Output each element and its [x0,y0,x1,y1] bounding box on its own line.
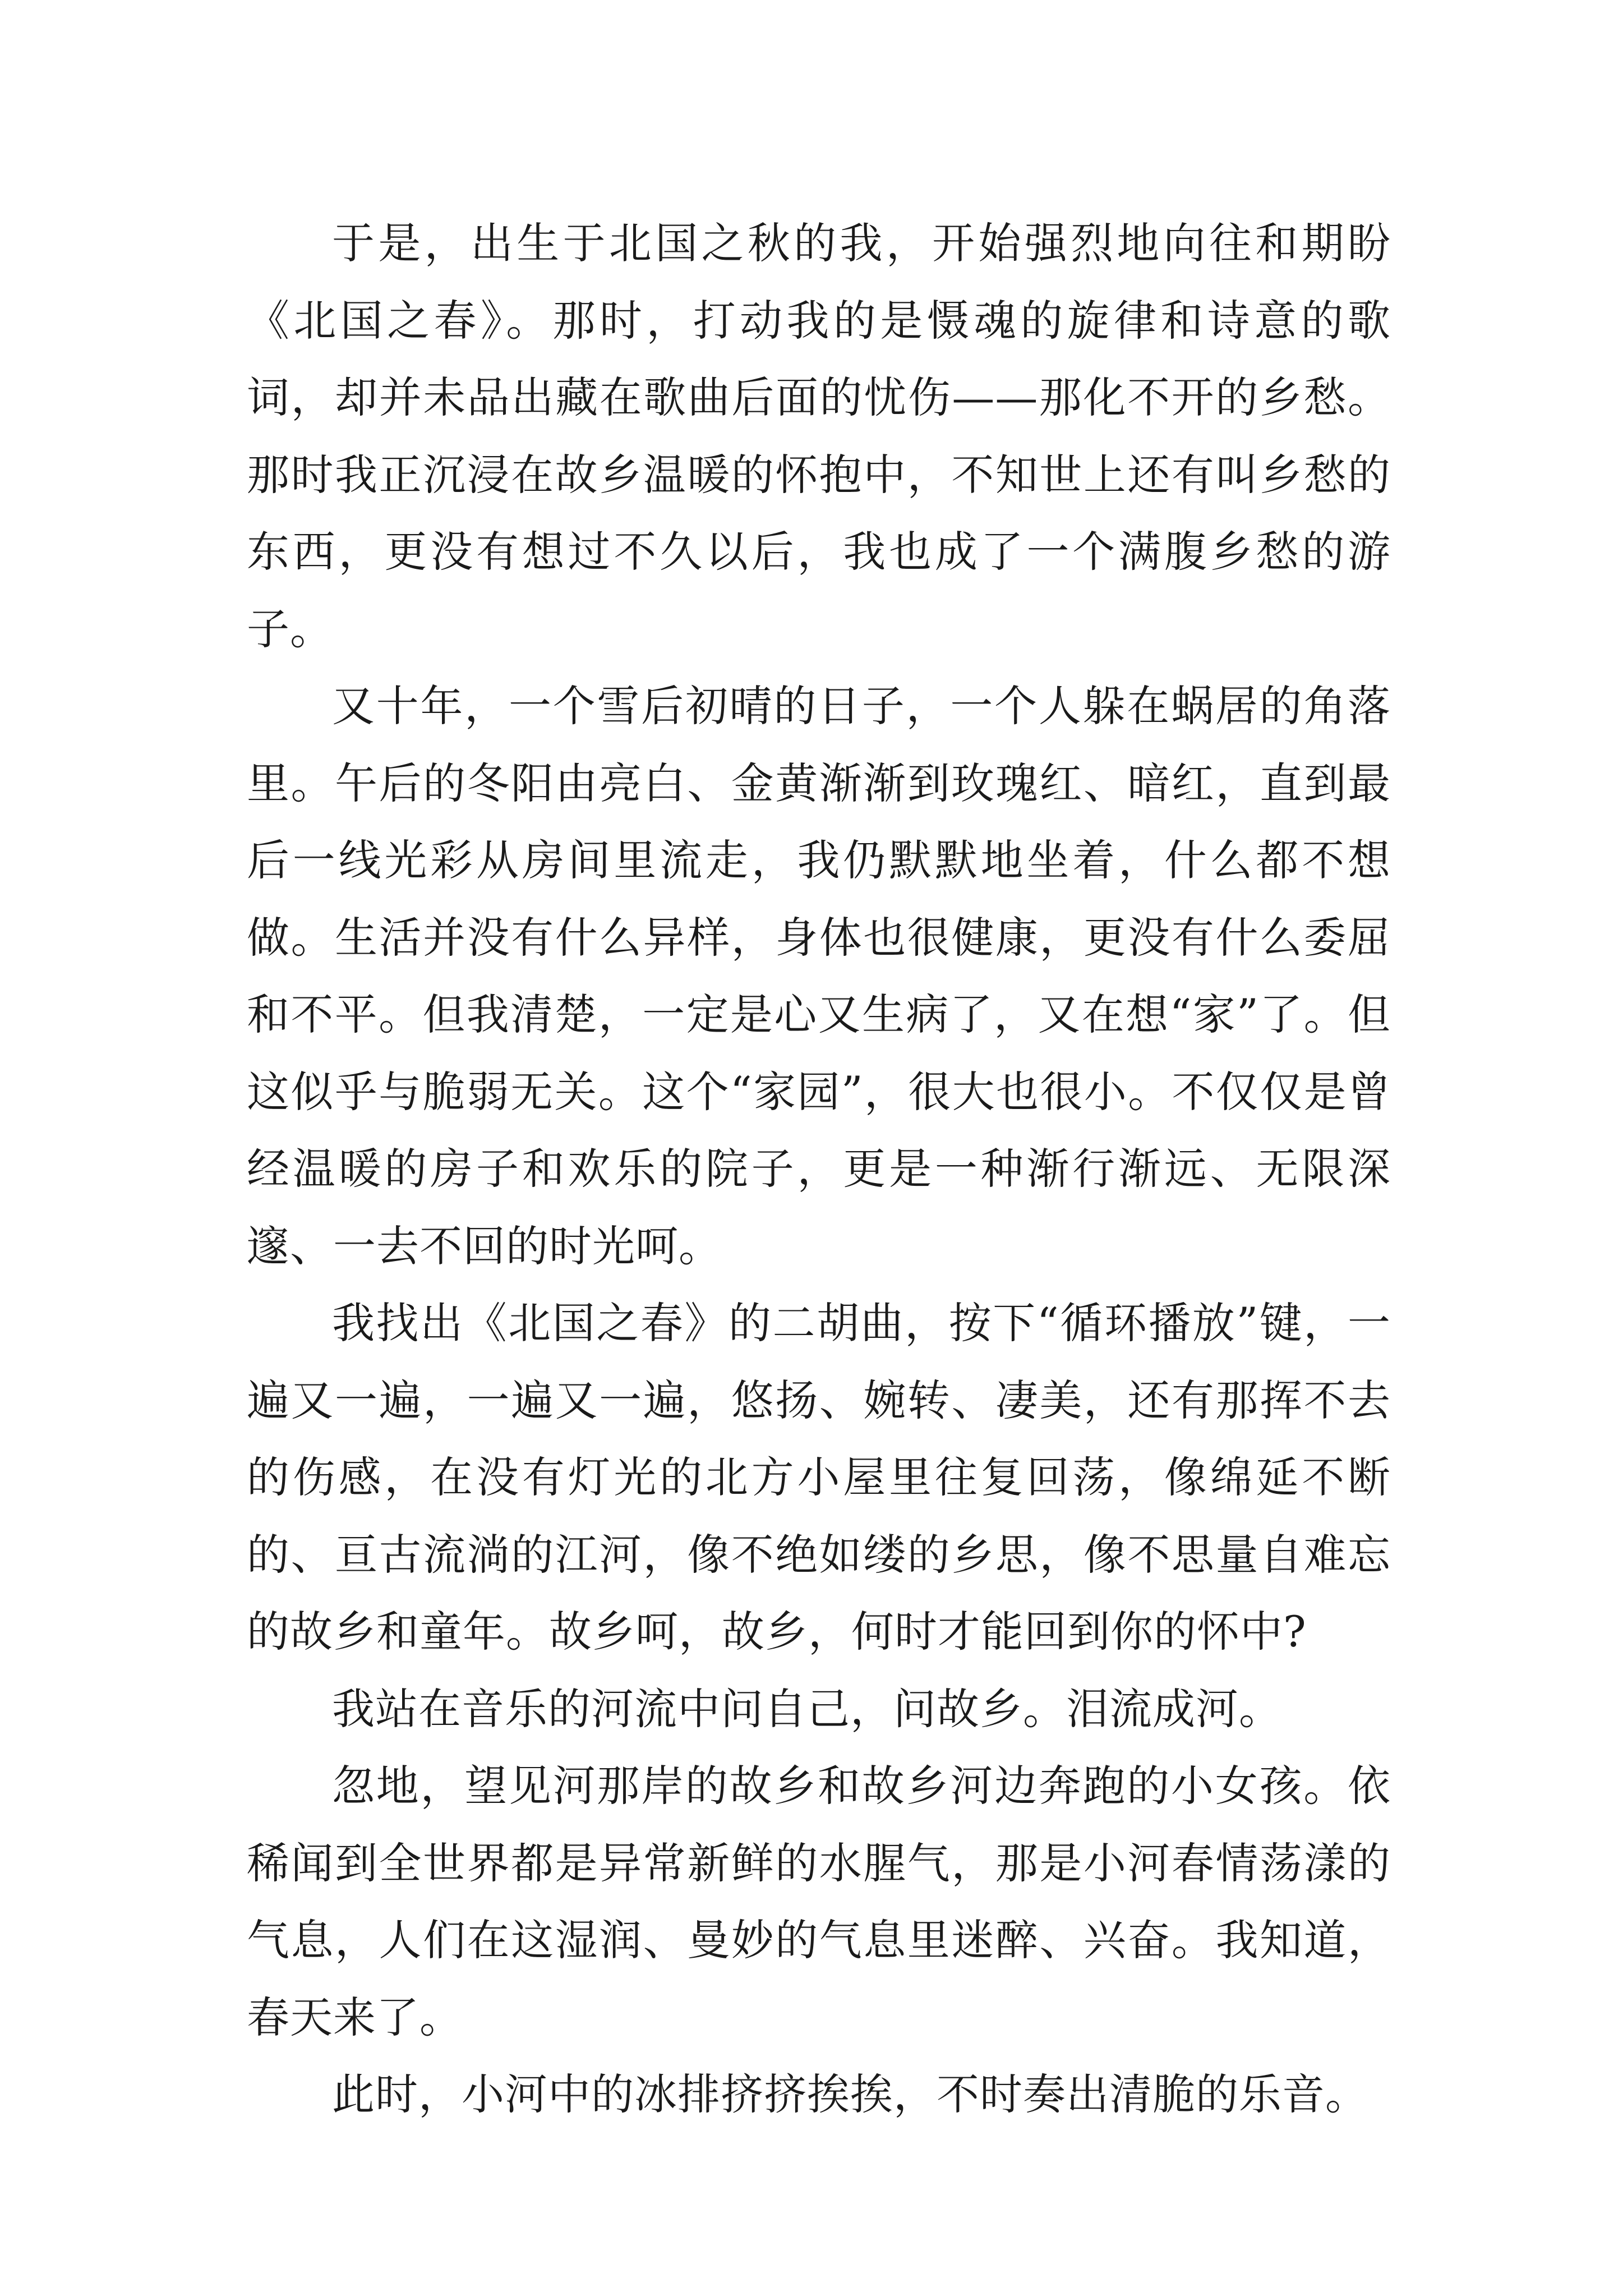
paragraph-5: 忽地，望见河那岸的故乡和故乡河边奔跑的小女孩。依稀闻到全世界都是异常新鲜的水腥气，那是小河春情荡漾的气息，人们在这湿润、曼妙的气息里迷醉、兴奋。我知道，春天来了。 [247,1761,1391,2042]
paragraph-2: 又十年，一个雪后初晴的日子，一个人躲在蜗居的角落里。午后的冬阳由亮白、金黄渐渐到玫瑰红、暗红，直到最后一线光彩从房间里流走，我仍默默地坐着，什么都不想做。生活并没有什么异样，身体也很健康，更没有什么委屈和不平。但我清楚，一定是心又生病了，又在想“家”了。但这似乎与脆弱无关。这个“家园”，很大也很小。不仅仅是曾经温暖的房子和欢乐的院子，更是一种渐行渐远、无限深邃、一去不回的时光呵。 [247,681,1391,1271]
paragraph-6: 此时，小河中的冰排挤挤挨挨，不时奏出清脆的乐音。 [332,2069,1368,2119]
body-text [247,205,1391,2133]
paragraph-4: 我站在音乐的河流中问自己，问故乡。泪流成河。 [332,1683,1282,1734]
paragraph-1: 于是，出生于北国之秋的我，开始强烈地向往和期盼《北国之春》。那时，打动我的是慑魂的旋律和诗意的歌词，却并未品出藏在歌曲后面的忧伤——那化不开的乡愁。那时我正沉浸在故乡温暖的怀抱中，不知世上还有叫乡愁的东西，更没有想过不久以后，我也成了一个满腹乡愁的游子。 [247,218,1391,654]
paragraph-3: 我找出《北国之春》的二胡曲，按下“循环播放”键，一遍又一遍，一遍又一遍，悠扬、婉转、凄美，还有那挥不去的伤感，在没有灯光的北方小屋里往复回荡，像绵延不断的、亘古流淌的江河，像不绝如缕的乡思，像不思量自难忘的故乡和童年。故乡呵，故乡，何时才能回到你的怀中? [247,1298,1391,1657]
